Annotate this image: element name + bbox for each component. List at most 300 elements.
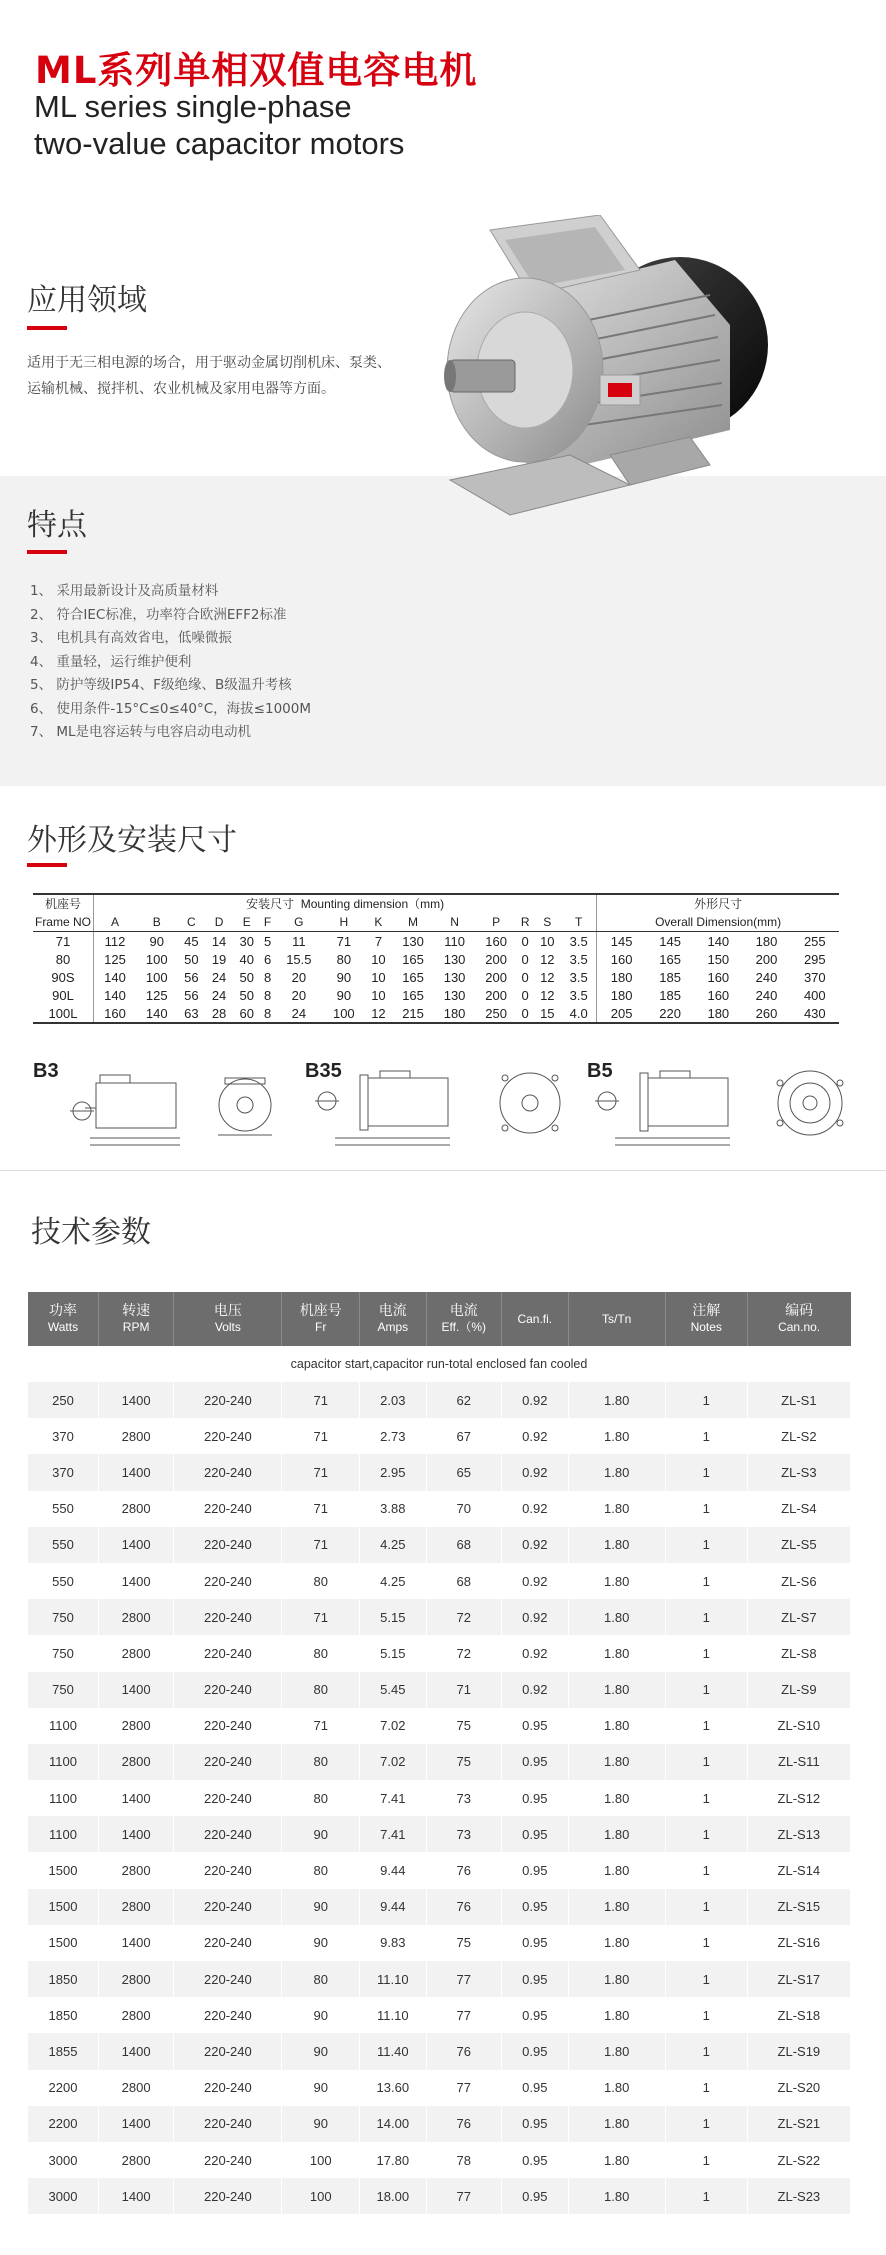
- spec-cell: 0.95: [501, 1852, 568, 1888]
- col-header: D: [205, 913, 233, 932]
- dimension-cell: 8: [263, 987, 272, 1003]
- dimension-cell: 180: [434, 1004, 476, 1023]
- spec-cell: 1: [665, 1491, 747, 1527]
- feature-item: 2、 符合IEC标准，功率符合欧洲EFF2标准: [30, 606, 287, 623]
- spec-cell: 1500: [28, 1925, 98, 1961]
- spec-cell: 1.80: [568, 1708, 665, 1744]
- spec-cell: ZL-S3: [747, 1454, 850, 1490]
- dimension-cell: 4.0: [561, 1004, 597, 1023]
- dimension-cell: 160: [597, 950, 646, 968]
- spec-cell: 1: [665, 1708, 747, 1744]
- col-header: M: [392, 913, 434, 932]
- dimension-cell: 160: [707, 987, 730, 1003]
- spec-cell: 1.80: [568, 1961, 665, 1997]
- spec-cell: 1400: [98, 1563, 173, 1599]
- spec-cell: 72: [426, 1599, 501, 1635]
- spec-cell: 1: [665, 1672, 747, 1708]
- dimension-cell: 140: [94, 968, 136, 986]
- dimension-cell: 0: [521, 969, 529, 985]
- spec-cell: 0.95: [501, 1925, 568, 1961]
- spec-header: [359, 1292, 426, 1346]
- spec-cell: 2800: [98, 1708, 173, 1744]
- col-header: K: [365, 913, 393, 932]
- dimension-cell: 24: [275, 1004, 323, 1023]
- spec-cell: 62: [426, 1382, 501, 1418]
- spec-cell: 0.95: [501, 1780, 568, 1816]
- dimension-cell: 220: [646, 1004, 694, 1023]
- spec-cell: 78: [426, 2142, 501, 2178]
- spec-header-en: Watts: [47, 1320, 79, 1334]
- spec-cell: 0.92: [501, 1527, 568, 1563]
- spec-cell: 71: [282, 1527, 360, 1563]
- dimension-cell: 14: [211, 933, 227, 949]
- spec-cell: 1: [665, 1382, 747, 1418]
- col-header: N: [434, 913, 476, 932]
- spec-cell: 0.92: [501, 1672, 568, 1708]
- spec-cell: 71: [426, 1672, 501, 1708]
- spec-cell: 2800: [98, 2142, 173, 2178]
- spec-cell: 76: [426, 1852, 501, 1888]
- overall-header-cn: 外形尺寸: [597, 894, 839, 913]
- spec-cell: 220-240: [174, 2106, 282, 2142]
- spec-cell: 0.95: [501, 1961, 568, 1997]
- spec-cell: 1.80: [568, 1599, 665, 1635]
- dimension-cell: 30: [239, 933, 254, 949]
- spec-cell: 220-240: [174, 1780, 282, 1816]
- dimension-cell: 185: [659, 987, 681, 1003]
- dimension-cell: 56: [184, 969, 199, 985]
- spec-cell: 750: [28, 1672, 98, 1708]
- spec-cell: 2800: [98, 2070, 173, 2106]
- spec-cell: 1400: [98, 1454, 173, 1490]
- spec-header-cn: 功率: [48, 1302, 77, 1318]
- spec-cell: 65: [426, 1454, 501, 1490]
- spec-cell: 1400: [98, 1780, 173, 1816]
- spec-cell: 1.80: [568, 1889, 665, 1925]
- spec-cell: 75: [426, 1708, 501, 1744]
- spec-cell: 2200: [28, 2070, 98, 2106]
- dimension-cell: 12: [365, 1004, 393, 1023]
- dimension-cell: 71: [55, 933, 71, 949]
- spec-row: [28, 1563, 851, 1599]
- spec-row: [28, 2142, 851, 2178]
- spec-cell: ZL-S15: [747, 1889, 850, 1925]
- dimension-cell: 100: [323, 1004, 365, 1023]
- dimension-cell: 8: [261, 1004, 275, 1023]
- application-text-line1: 适用于无三相电源的场合，用于驱动金属切削机床、泵类、: [27, 355, 391, 371]
- features-list: [30, 580, 311, 745]
- spec-cell: 1400: [98, 1925, 173, 1961]
- spec-cell: 1400: [98, 1527, 173, 1563]
- feature-item: 7、 ML是电容运转与电容启动电动机: [30, 724, 252, 740]
- dimension-cell: 165: [402, 987, 424, 1003]
- red-accent-bar: [27, 863, 67, 867]
- dimension-cell: 20: [291, 987, 307, 1003]
- spec-cell: ZL-S4: [747, 1491, 850, 1527]
- spec-cell: 1.80: [568, 1418, 665, 1454]
- spec-cell: 220-240: [174, 1852, 282, 1888]
- spec-cell: 0.95: [501, 1816, 568, 1852]
- spec-cell: 2800: [98, 1418, 173, 1454]
- spec-cell: 77: [426, 2070, 501, 2106]
- spec-cell: 1.80: [568, 1852, 665, 1888]
- dimension-cell: 110: [444, 933, 465, 949]
- spec-cell: 11.40: [359, 2033, 426, 2069]
- spec-note: capacitor start,capacitor run-total enclosed fan cooled: [28, 1346, 851, 1382]
- spec-cell: 68: [426, 1527, 501, 1563]
- dimension-cell: 0: [521, 987, 529, 1003]
- spec-cell: 1.80: [568, 1491, 665, 1527]
- spec-cell: 73: [426, 1816, 501, 1852]
- dimension-cell: 7: [374, 933, 383, 949]
- dimension-cell: 90: [149, 933, 164, 949]
- dimension-cell: 100: [145, 969, 168, 985]
- dimension-cell: 180: [694, 1004, 742, 1023]
- spec-cell: 0.95: [501, 1997, 568, 2033]
- features-heading: 特点: [27, 508, 87, 543]
- spec-cell: 1.80: [568, 2070, 665, 2106]
- dimension-cell: 0: [521, 951, 529, 967]
- dimension-cell: 295: [803, 951, 826, 967]
- spec-cell: 1: [665, 2178, 747, 2214]
- spec-cell: ZL-S21: [747, 2106, 850, 2142]
- spec-cell: 220-240: [174, 1744, 282, 1780]
- feature-item: 6、 使用条件-15°C≤0≤40°C，海拔≤1000M: [30, 700, 311, 717]
- spec-cell: ZL-S19: [747, 2033, 850, 2069]
- spec-cell: 2800: [98, 1599, 173, 1635]
- spec-row: [28, 1599, 851, 1635]
- spec-cell: 0.95: [501, 1744, 568, 1780]
- spec-cell: 1400: [98, 2178, 173, 2214]
- spec-cell: 1.80: [568, 1672, 665, 1708]
- b35-drawing: [305, 1053, 565, 1153]
- spec-cell: 90: [282, 2070, 360, 2106]
- dimension-cell: 260: [742, 1004, 790, 1023]
- spec-cell: 90: [282, 1925, 360, 1961]
- dimension-cell: 140: [136, 1004, 178, 1023]
- dimension-cell: 140: [94, 986, 136, 1004]
- spec-cell: 17.80: [359, 2142, 426, 2178]
- spec-header-en: Volts: [214, 1320, 241, 1334]
- b3-drawing: [30, 1053, 280, 1153]
- spec-cell: 77: [426, 1961, 501, 1997]
- col-header: E: [233, 913, 261, 932]
- dimension-cell: 125: [94, 950, 136, 968]
- dimension-cell: 240: [755, 987, 778, 1003]
- dimension-cell: 215: [392, 1004, 434, 1023]
- spec-cell: 220-240: [174, 2033, 282, 2069]
- spec-cell: 68: [426, 1563, 501, 1599]
- spec-cell: 220-240: [174, 1599, 282, 1635]
- spec-cell: 220-240: [174, 1708, 282, 1744]
- spec-cell: 1: [665, 2070, 747, 2106]
- spec-cell: 3000: [28, 2178, 98, 2214]
- spec-cell: 100: [282, 2142, 360, 2178]
- spec-cell: 0.95: [501, 1889, 568, 1925]
- spec-cell: 71: [282, 1454, 360, 1490]
- b5-drawing: [585, 1053, 855, 1153]
- spec-header-en: Eff.（%): [441, 1320, 487, 1334]
- spec-header-cn: 注解: [692, 1302, 721, 1318]
- spec-row: [28, 1382, 851, 1418]
- dimension-cell: 90: [336, 987, 352, 1003]
- dimension-cell: 180: [597, 968, 646, 986]
- spec-cell: 5.15: [359, 1635, 426, 1671]
- spec-cell: 77: [426, 2178, 501, 2214]
- spec-cell: 1400: [98, 1672, 173, 1708]
- spec-cell: 2800: [98, 1635, 173, 1671]
- spec-cell: 5.15: [359, 1599, 426, 1635]
- dimension-cell: 430: [791, 1004, 839, 1023]
- dimension-table: [33, 893, 839, 1024]
- dimension-cell: 10: [540, 933, 555, 949]
- red-accent-bar: [27, 550, 67, 554]
- dimension-row: [33, 932, 839, 951]
- spec-row: [28, 1635, 851, 1671]
- dimension-cell: 165: [659, 951, 681, 967]
- dimension-row: [33, 968, 839, 986]
- spec-cell: 1400: [98, 1816, 173, 1852]
- spec-cell: 220-240: [174, 1672, 282, 1708]
- spec-cell: ZL-S9: [747, 1672, 850, 1708]
- spec-cell: ZL-S16: [747, 1925, 850, 1961]
- feature-item: 5、 防护等级IP54、F级绝缘、B级温升考核: [30, 677, 292, 693]
- spec-header: [568, 1292, 665, 1346]
- dimension-cell: 255: [803, 933, 826, 949]
- spec-header: [28, 1292, 98, 1346]
- dimension-cell: 90L: [52, 987, 74, 1003]
- spec-cell: 1: [665, 2033, 747, 2069]
- spec-cell: 1.80: [568, 2033, 665, 2069]
- spec-cell: 9.44: [359, 1889, 426, 1925]
- spec-cell: ZL-S11: [747, 1744, 850, 1780]
- spec-cell: 1.80: [568, 1744, 665, 1780]
- dimension-cell: 50: [184, 951, 199, 967]
- spec-cell: 67: [426, 1418, 501, 1454]
- red-accent-bar: [27, 326, 67, 330]
- spec-cell: 14.00: [359, 2106, 426, 2142]
- dimension-cell: 130: [443, 969, 466, 985]
- dimension-cell: 50: [239, 969, 254, 985]
- spec-cell: 80: [282, 1744, 360, 1780]
- drawing-label-b35: B35: [305, 1060, 342, 1082]
- spec-cell: 9.44: [359, 1852, 426, 1888]
- dimension-cell: 100L: [33, 1004, 94, 1023]
- spec-cell: 2.95: [359, 1454, 426, 1490]
- spec-cell: ZL-S6: [747, 1563, 850, 1599]
- dimension-cell: 200: [485, 969, 507, 985]
- spec-cell: 1: [665, 1744, 747, 1780]
- spec-cell: 0.92: [501, 1635, 568, 1671]
- spec-cell: 70: [426, 1491, 501, 1527]
- spec-cell: 220-240: [174, 2070, 282, 2106]
- dimension-cell: 250: [475, 1004, 517, 1023]
- col-header: H: [323, 913, 365, 932]
- spec-header-en: Can.no.: [778, 1320, 821, 1334]
- dimension-cell: 3.5: [569, 987, 588, 1003]
- spec-cell: 80: [282, 1635, 360, 1671]
- spec-cell: 550: [28, 1563, 98, 1599]
- dimension-cell: 12: [540, 987, 555, 1003]
- spec-header: [501, 1292, 568, 1346]
- col-header: C: [178, 913, 206, 932]
- spec-cell: 370: [28, 1418, 98, 1454]
- spec-cell: 76: [426, 2106, 501, 2142]
- spec-cell: 1: [665, 1780, 747, 1816]
- spec-cell: 77: [426, 1997, 501, 2033]
- dimension-cell: 8: [263, 969, 272, 985]
- spec-cell: 7.02: [359, 1744, 426, 1780]
- spec-cell: 5.45: [359, 1672, 426, 1708]
- spec-cell: 80: [282, 1961, 360, 1997]
- spec-cell: 1.80: [568, 2178, 665, 2214]
- spec-header-en: Can.fi.: [517, 1311, 553, 1326]
- spec-cell: ZL-S5: [747, 1527, 850, 1563]
- spec-cell: 4.25: [359, 1527, 426, 1563]
- spec-cell: 1100: [28, 1744, 98, 1780]
- dimension-cell: 200: [485, 951, 507, 967]
- spec-cell: 100: [282, 2178, 360, 2214]
- col-header: B: [136, 913, 178, 932]
- dimension-cell: 10: [371, 969, 386, 985]
- spec-cell: 220-240: [174, 1961, 282, 1997]
- spec-cell: ZL-S2: [747, 1418, 850, 1454]
- spec-cell: 0.92: [501, 1382, 568, 1418]
- spec-row: [28, 2106, 851, 2142]
- dimension-cell: 3.5: [569, 969, 588, 985]
- spec-cell: 550: [28, 1527, 98, 1563]
- spec-cell: 220-240: [174, 1454, 282, 1490]
- spec-cell: 73: [426, 1780, 501, 1816]
- spec-header-cn: 机座号: [299, 1302, 342, 1318]
- col-header: G: [275, 913, 323, 932]
- spec-row: [28, 1889, 851, 1925]
- spec-cell: 9.83: [359, 1925, 426, 1961]
- spec-row: [28, 1708, 851, 1744]
- spec-cell: 220-240: [174, 1382, 282, 1418]
- spec-cell: ZL-S7: [747, 1599, 850, 1635]
- spec-row: [28, 2178, 851, 2214]
- spec-cell: 2.03: [359, 1382, 426, 1418]
- spec-cell: 1.80: [568, 1454, 665, 1490]
- spec-cell: 220-240: [174, 1816, 282, 1852]
- spec-cell: ZL-S17: [747, 1961, 850, 1997]
- spec-cell: 550: [28, 1491, 98, 1527]
- dimension-cell: 12: [540, 969, 555, 985]
- dimension-cell: 10: [371, 987, 386, 1003]
- spec-cell: ZL-S1: [747, 1382, 850, 1418]
- col-header: S: [533, 913, 561, 932]
- spec-cell: 71: [282, 1491, 360, 1527]
- spec-header-cn: 电压: [213, 1302, 242, 1318]
- col-header: F: [261, 913, 275, 932]
- spec-cell: 90: [282, 1889, 360, 1925]
- spec-cell: 1: [665, 1997, 747, 2033]
- dimension-cell: 19: [211, 951, 227, 967]
- dimension-cell: 165: [402, 969, 424, 985]
- title-en-line2: two-value capacitor motors: [34, 126, 405, 161]
- spec-header: [282, 1292, 360, 1346]
- spec-cell: 1: [665, 1816, 747, 1852]
- dimension-cell: 130: [402, 933, 424, 949]
- spec-cell: ZL-S13: [747, 1816, 850, 1852]
- spec-header-cn: 转速: [122, 1302, 151, 1318]
- spec-cell: 2800: [98, 1491, 173, 1527]
- spec-cell: 76: [426, 2033, 501, 2069]
- dimension-cell: 205: [597, 1004, 646, 1023]
- spec-cell: 0.92: [501, 1599, 568, 1635]
- spec-cell: 220-240: [174, 1418, 282, 1454]
- spec-cell: 7.41: [359, 1780, 426, 1816]
- spec-cell: 1100: [28, 1816, 98, 1852]
- spec-cell: 0.92: [501, 1491, 568, 1527]
- dimension-cell: 145: [597, 932, 646, 951]
- spec-header-cn: 电流: [378, 1302, 407, 1318]
- dimension-cell: 50: [239, 987, 254, 1003]
- spec-cell: 71: [282, 1708, 360, 1744]
- spec-cell: 250: [28, 1382, 98, 1418]
- spec-cell: 0.95: [501, 2070, 568, 2106]
- drawing-label-b5: B5: [587, 1060, 613, 1082]
- dimension-cell: 90: [336, 969, 352, 985]
- spec-cell: 80: [282, 1852, 360, 1888]
- spec-cell: 11.10: [359, 1961, 426, 1997]
- spec-row: [28, 1997, 851, 2033]
- spec-header-en: Notes: [690, 1320, 722, 1334]
- dimension-cell: 6: [263, 951, 272, 967]
- title-en-line1: ML series single-phase: [34, 89, 352, 124]
- dimension-cell: 112: [94, 932, 136, 951]
- spec-cell: 71: [282, 1599, 360, 1635]
- spec-cell: 1: [665, 1563, 747, 1599]
- spec-cell: 75: [426, 1744, 501, 1780]
- spec-cell: 71: [282, 1382, 360, 1418]
- spec-cell: 1.80: [568, 2142, 665, 2178]
- spec-table: [28, 1292, 851, 2214]
- mount-header-en: Mounting dimension（mm): [300, 897, 445, 911]
- feature-item: 1、 采用最新设计及高质量材料: [30, 583, 219, 599]
- spec-cell: 220-240: [174, 1635, 282, 1671]
- spec-row: [28, 1816, 851, 1852]
- spec-cell: 4.25: [359, 1563, 426, 1599]
- spec-cell: 72: [426, 1635, 501, 1671]
- spec-header-cn: 电流: [449, 1302, 478, 1318]
- spec-header-en: Ts/Tn: [602, 1311, 632, 1326]
- spec-cell: 220-240: [174, 1889, 282, 1925]
- spec-cell: 1400: [98, 1382, 173, 1418]
- spec-cell: 1100: [28, 1708, 98, 1744]
- spec-cell: ZL-S18: [747, 1997, 850, 2033]
- spec-cell: 1: [665, 1527, 747, 1563]
- spec-row: [28, 1418, 851, 1454]
- spec-row: [28, 2033, 851, 2069]
- spec-cell: 3.88: [359, 1491, 426, 1527]
- spec-cell: 2.73: [359, 1418, 426, 1454]
- spec-cell: 0.95: [501, 1708, 568, 1744]
- spec-cell: 220-240: [174, 1997, 282, 2033]
- dimension-cell: 28: [205, 1004, 233, 1023]
- spec-cell: 1: [665, 1599, 747, 1635]
- spec-row: [28, 1961, 851, 1997]
- dimension-cell: 240: [755, 969, 778, 985]
- dimension-cell: 125: [145, 987, 168, 1003]
- title-en: [34, 88, 404, 162]
- dimension-cell: 3.5: [569, 933, 588, 949]
- spec-cell: 1.80: [568, 1382, 665, 1418]
- spec-cell: ZL-S10: [747, 1708, 850, 1744]
- dimension-cell: 24: [211, 969, 227, 985]
- spec-cell: 2800: [98, 1997, 173, 2033]
